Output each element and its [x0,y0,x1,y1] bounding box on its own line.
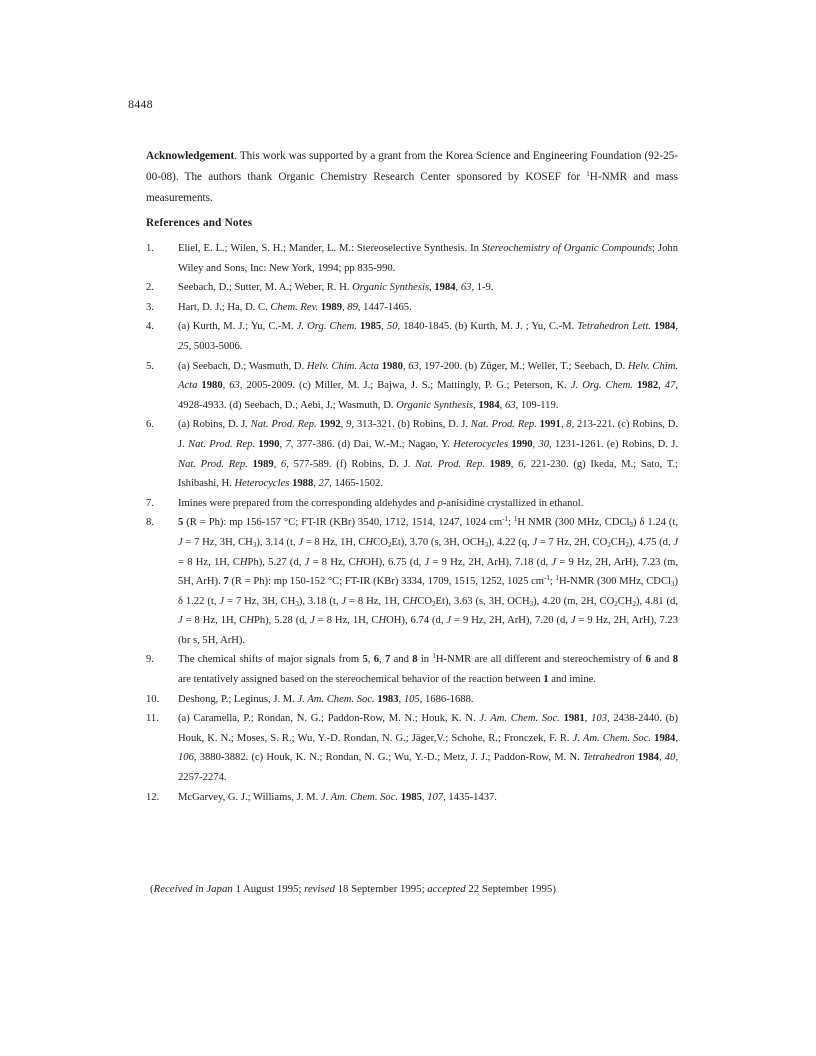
reference-text: , 2005-2009. (c) Miller, M. J.; Bajwa, J. S.; Mattingly, P. G.; Peterson, K. [239,380,571,392]
reference-year: 1984 [637,752,659,764]
reference-year: 1980 [381,360,403,372]
compound-number: 8 [412,654,418,666]
subscript: 3 [295,599,299,608]
acknowledgement-heading: Acknowledgement [146,150,235,162]
reference-text: CH [617,595,633,607]
acknowledgement-text: . This work was supported by a grant from the Korea Science and Engineering Foundation (92-25-00-08). The authors thank Organic Chemistry Research Center sponsored by KOSEF for [146,150,678,183]
compound-number: 5 [178,517,184,529]
reference-text: ) δ 1.24 (t, [633,517,679,529]
reference-text: , [341,301,348,313]
reference-text: , 1686-1688. [419,693,474,705]
journal-name: Organic Synthesis [352,282,430,294]
journal-name: Nat. Prod. Rep. [470,419,537,431]
superscript: -1 [502,515,508,524]
reference-text: , 5003-5006. [188,340,243,352]
compound-number: 7 [385,654,391,666]
reference-text: and [390,654,413,666]
reference-text: CO [373,536,388,548]
reference-text: (a) Robins, D. J. [178,419,251,431]
reference-number: 12. [146,791,160,803]
reference-text: , 313-321. (b) Robins, D. J. [351,419,471,431]
reference-item-6 [146,415,678,493]
coupling-symbol: J [570,615,576,627]
subscript: 2 [632,599,636,608]
coupling-symbol: J [219,595,225,607]
superscript: -1 [544,574,550,583]
reference-text: and imine. [548,674,597,686]
reference-text: = 8 Hz, 1H, C [303,536,366,548]
received-date: 1 August 1995; [232,883,305,895]
reference-text: , 1231-1261. (e) Robins, D. J. [549,438,678,450]
journal-name: J. Am. Chem. Soc. [297,693,375,705]
reference-number: 2. [146,282,154,294]
reference-year: 1990 [511,438,533,450]
coupling-symbol: J [178,615,183,627]
coupling-symbol: J [178,536,183,548]
reference-text: = 8 Hz, 1H, C [178,556,240,568]
compound-number: 6 [373,654,380,666]
reference-year: 1984 [434,282,456,294]
reference-year: 1984 [654,321,676,333]
subscript: 3 [484,540,489,549]
reference-text: Eliel, E. L.; Wilen, S. H.; Mander, L. M.: Stereoselective Synthesis. In [178,243,482,254]
reference-volume: 105 [403,693,420,705]
reference-year: 1981 [563,713,585,725]
reference-volume: 89 [347,301,358,313]
compound-number: 7 [223,576,229,588]
reference-volume: 63 [504,399,516,411]
reference-volume: 50 [386,321,398,333]
reference-text: , 2257-2274. [178,752,679,784]
reference-text: , 197-200. (b) Züger, M.; Weller, T.; Seebach, D. [418,360,628,372]
reference-year: 1989 [320,301,342,313]
reference-text: (R = Ph): mp 150-152 °C; FT-IR (KBr) 3334, 1709, 1515, 1252, 1025 cm [228,576,545,588]
received-paren: ( [150,883,154,895]
reference-text: , [367,654,374,666]
reference-volume: 63 [460,282,472,294]
reference-item-5 [146,357,678,416]
reference-item-9 [146,650,678,689]
reference-text: (a) Caramella, P.; Rondan, N. G.; Paddon-Row, M. N.; Houk, K. N. [178,713,480,725]
compound-number: 5 [362,654,368,666]
reference-text: Seebach, D.; Sutter, M. A.; Weber, R. H. [178,282,353,294]
references-list [146,239,678,807]
reference-text: ) δ 1.22 (t, [178,576,678,607]
reference-item-4 [146,317,678,356]
reference-text: ; [507,517,514,529]
reference-text: , 1447-1465. [357,301,412,313]
superscript: 1 [555,574,559,583]
reference-text: , [499,399,505,411]
reference-text: ), 4.22 (q, [488,536,533,548]
reference-text: , [675,321,678,333]
reference-item-12 [146,788,678,808]
reference-text: , [381,321,387,333]
coupling-symbol: J [551,556,557,568]
reference-year: 1992 [319,419,341,431]
coupling-symbol: J [310,615,315,627]
reference-text: Ph), 5.27 (d, [247,556,305,568]
reference-text: , [532,438,539,450]
reference-volume: 107 [427,791,444,803]
journal-name: Helv. Chim. Acta [178,360,678,392]
journal-name: Nat. Prod. Rep. [415,458,485,470]
reference-text: , [675,732,678,744]
page-number: 8448 [128,97,153,111]
reference-text: , [222,380,230,392]
journal-name: Helv. Chim. Acta [306,360,379,372]
reference-text: , [429,282,435,294]
reference-number: 4. [146,321,154,333]
reference-text: , [279,438,286,450]
reference-text: ), 3.18 (t, [298,595,342,607]
chemical-prefix: p [437,497,443,509]
reference-text: , [340,419,347,431]
reference-volume: 103 [591,713,608,725]
reference-volume: 25 [178,340,189,352]
subscript: 2 [607,540,611,549]
reference-text: CH [610,536,626,548]
revised-date: 18 September 1995; [334,883,428,895]
reference-text: = 8 Hz, 1H, C [182,615,247,627]
reference-text: = 8 Hz, 1H, C [314,615,379,627]
reference-item-3 [146,298,678,318]
reference-text: , [455,282,461,294]
reference-volume: 9 [346,419,352,431]
reference-text: , [313,478,319,490]
reference-volume: 30 [538,438,550,450]
reference-text: , 213-221. (c) Robins, D. J. [178,419,679,450]
reference-number: 8. [146,517,154,529]
reference-volume: 7 [285,438,291,450]
reference-text: , [402,360,409,372]
reference-volume: 6 [280,458,287,470]
compound-number: 6 [645,654,651,666]
subscript: 3 [252,540,257,549]
reference-year: 1990 [258,438,280,450]
reference-text: , 1465-1502. [329,478,383,490]
reference-text: ), 4.20 (m, 2H, CO [533,595,615,607]
accepted-date: 22 September 1995) [465,883,556,895]
reference-text: ), 4.81 (d, [635,595,678,607]
acknowledgement-superscript: 1 [586,170,590,178]
reference-text: , 109-119. [515,399,559,411]
reference-text: H-NMR (300 MHz, CDCl [559,576,671,588]
reference-text: H NMR (300 MHz, CDCl [517,517,630,529]
references-heading: References and Notes [146,217,253,229]
reference-text: (a) Kurth, M. J.; Yu, C.-M. [178,321,297,333]
reference-item-11 [146,709,678,787]
reference-text: = 9 Hz, 2H, ArH), 7.23 (br s, 5H, ArH). [178,615,679,646]
reference-item-8 [146,513,678,650]
journal-name: Nat. Prod. Rep. [178,458,248,470]
compound-number: 1 [543,674,549,686]
journal-name: Nat. Prod. Rep. [188,438,256,450]
journal-name: J. Am. Chem. Soc. [320,791,399,803]
accepted-label: accepted [427,883,466,895]
journal-name: J. Org. Chem. [296,321,357,333]
journal-name: Tetrahedron Lett. [577,321,652,333]
reference-text: OH), 6.74 (d, [386,615,447,627]
reference-text: are tentatively assigned based on the stereochemical behavior of the reaction between [178,674,544,686]
reference-text: Ph), 5.28 (d, [253,615,311,627]
reference-volume: 8 [566,419,572,431]
reference-text: , 2438-2440. (b) Houk, K. N.; Moses, S. R.; Wu, Y.-D. Rondan, N. G.; Jäger,V.; Schohe, R.; Fronczek, F. R. [178,713,679,744]
reference-text: , [473,399,479,411]
coupling-symbol: J [298,536,304,548]
reference-year: 1985 [360,321,382,333]
subscript: 2 [625,540,629,549]
reference-text: Deshong, P.; Leginus, J. M. [178,693,298,705]
journal-name: J. Am. Chem. Soc. [479,713,560,725]
reference-text: OH), 6.75 (d, [363,556,425,568]
coupling-symbol: J [673,536,679,548]
acknowledgement-paragraph [146,146,678,209]
reference-volume: 40 [664,752,676,764]
reference-text: = 9 Hz, 2H, ArH), 7.23 (m, 5H, ArH). [178,556,679,588]
reference-text: = 7 Hz, 3H, CH [224,595,296,607]
reference-number: 6. [146,419,154,431]
journal-name: Nat. Prod. Rep. [250,419,317,431]
reference-number: 7. [146,497,154,509]
reference-number: 1. [146,243,154,254]
revised-label: revised [304,883,335,895]
italic-atom: H [365,536,374,548]
reference-year: 1982 [636,380,659,392]
coupling-symbol: J [532,536,538,548]
coupling-symbol: J [304,556,310,568]
reference-text: , [658,380,665,392]
acknowledgement-text-end: H-NMR and mass measurements. [146,171,678,204]
reference-item-7 [146,494,678,514]
reference-text: ; [549,576,556,588]
reference-text: , [421,791,428,803]
subscript: 3 [629,521,633,530]
subscript: 3 [670,580,675,589]
reference-year: 1983 [377,693,399,705]
coupling-symbol: J [446,615,452,627]
reference-text: Hart, D. J.; Ha, D. C. [178,301,271,313]
reference-text: , 577-589. (f) Robins, D. J. [286,458,416,470]
reference-text: , 4928-4933. (d) Seebach, D.; Aebi, J.; Wasmuth, D. [178,380,679,411]
reference-text: Imines were prepared from the corresponding aldehydes and [178,497,438,509]
italic-atom: H [239,556,248,568]
reference-year: 1988 [292,478,314,490]
reference-year: 1985 [400,791,422,803]
reference-text: , [560,419,567,431]
reference-text: -anisidine crystallized in ethanol. [442,497,584,509]
reference-text: = 9 Hz, 2H, ArH), 7.20 (d, [451,615,571,627]
reference-text: Et), 3.70 (s, 3H, OCH [391,536,485,548]
reference-volume: 47 [664,380,676,392]
received-label: Received in Japan [153,883,233,895]
reference-volume: 106 [178,752,194,764]
superscript: 1 [432,652,436,661]
reference-text: , [398,693,404,705]
reference-number: 9. [146,654,154,666]
reference-text: Et), 3.63 (s, 3H, OCH [435,595,530,607]
reference-text: = 7 Hz, 2H, CO [537,536,608,548]
reference-text: in [417,654,433,666]
reference-text: , 1-9. [471,282,494,294]
journal-name: Heterocycles [234,478,290,490]
reference-item-1 [146,239,678,278]
italic-atom: H [378,615,387,627]
reference-number: 3. [146,301,154,313]
reference-text: , 1840-1845. (b) Kurth, M. J. ; Yu, C.-M. [397,321,578,333]
journal-name: Tetrahedron [582,752,635,764]
reference-text: (a) Seebach, D.; Wasmuth, D. [178,360,307,372]
reference-text: ), 4.75 (d, [629,536,674,548]
reference-year: 1991 [539,419,561,431]
reference-volume: 27 [318,478,330,490]
reference-year: 1984 [478,399,500,411]
journal-name: J. Org. Chem. [570,380,633,392]
reference-text: = 8 Hz, 1H, C [346,595,410,607]
reference-year: 1980 [201,380,223,392]
reference-text: = 8 Hz, C [309,556,356,568]
reference-text: and [650,654,673,666]
journal-name: Organic Synthesis [396,399,474,411]
reference-number: 5. [146,360,154,372]
reference-volume: 63 [229,380,240,392]
reference-text: , 1435-1437. [443,791,497,803]
italic-atom: H [409,595,418,607]
italic-atom: H [355,556,364,568]
coupling-symbol: J [341,595,347,607]
reference-year: 1989 [252,458,274,470]
italic-atom: H [246,615,254,627]
coupling-symbol: J [424,556,430,568]
reference-number: 10. [146,693,160,705]
journal-name: J. Am. Chem. Soc. [572,732,652,744]
reference-text: , [658,752,665,764]
superscript: 1 [513,515,518,524]
subscript: 3 [529,599,534,608]
subscript: 2 [614,599,618,608]
reference-text: , [273,458,281,470]
compound-number: 8 [672,654,678,666]
subscript: 2 [432,599,436,608]
reference-text: ; John Wiley and Sons, Inc: New York, 1994; pp 835-990. [178,243,679,274]
journal-name: Heterocycles [453,438,509,450]
reference-text: , 3880-3882. (c) Houk, K. N.; Rondan, N. G.; Wu, Y.-D.; Metz, J. J.; Paddon-Row, M. N. [193,752,583,764]
reference-text: , [584,713,592,725]
reference-text: (R = Ph): mp 156-157 °C; FT-IR (KBr) 3540, 1712, 1514, 1247, 1024 cm [183,517,503,529]
reference-text: McGarvey, G. J.; Williams, J. M. [178,791,321,803]
reference-text: , 377-386. (d) Dai, W.-M.; Nagao, Y. [290,438,454,450]
reference-text: , 221-230. (g) Ikeda, M.; Sato, T.; Ishibashi, H. [178,458,679,490]
reference-volume: 63 [408,360,419,372]
reference-text: = 7 Hz, 3H, CH [182,536,253,548]
reference-item-10 [146,690,678,710]
reference-volume: 6 [518,458,524,470]
reference-text: = 9 Hz, 2H, ArH), 7.18 (d, [429,556,552,568]
journal-name: Chem. Rev. [270,301,319,313]
reference-text: ), 3.14 (t, [256,536,299,548]
reference-year: 1984 [654,732,676,744]
received-dates [150,882,556,896]
reference-item-2 [146,278,678,298]
subscript: 2 [387,540,392,549]
reference-text: , [510,458,519,470]
reference-text: , [379,654,385,666]
reference-text: The chemical shifts of major signals from [178,654,363,666]
reference-text: H-NMR are all different and stereochemistry of [435,654,646,666]
book-title: Stereochemistry of Organic Compounds [481,243,653,254]
reference-text: CO [417,595,433,607]
reference-number: 11. [146,713,159,725]
reference-year: 1989 [489,458,511,470]
